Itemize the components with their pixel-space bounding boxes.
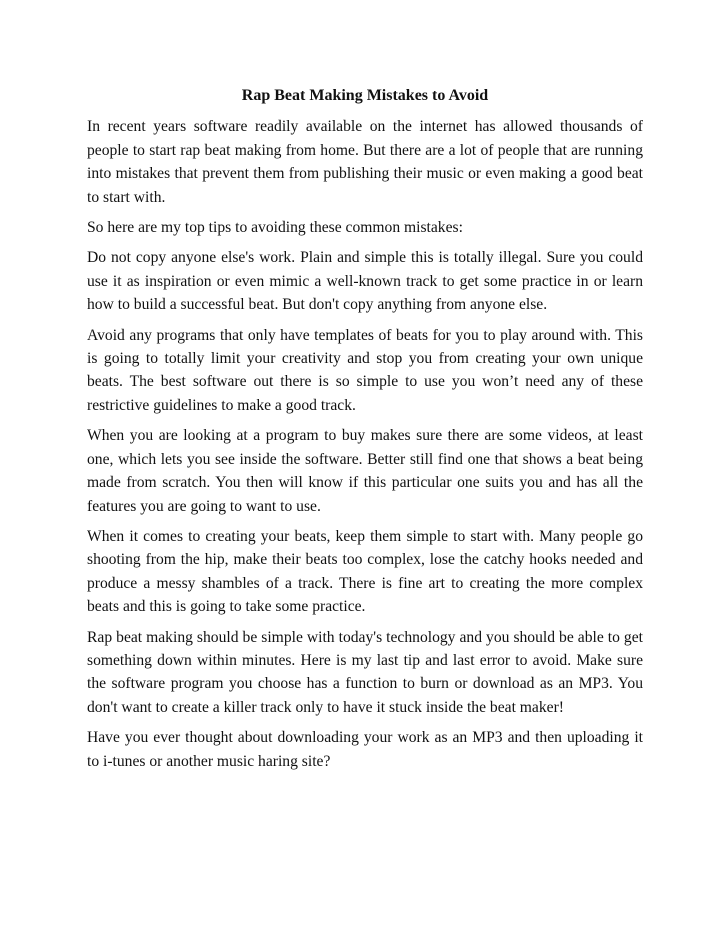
paragraph-intro: In recent years software readily available on the internet has allowed thousands of people to start rap beat making from home. But there are a lot of people that are running into mistakes that prevent them from publishing their music or even making a good beat to start with.	[87, 118, 643, 206]
document-body	[87, 84, 643, 780]
paragraph-tip-videos: When you are looking at a program to buy makes sure there are some videos, at least one, which lets you see inside the software. Better still find one that shows a beat being made from scratch. You then will know if this particular one suits you and has all the features you are going to want to use.	[87, 427, 643, 515]
paragraph-tip-copying: Do not copy anyone else's work. Plain and simple this is totally illegal. Sure you could use it as inspiration or even mimic a well-known track to get some practice in or learn how to build a successful beat. But don't copy anything from anyone else.	[87, 249, 643, 314]
paragraph-tip-simplicity: When it comes to creating your beats, keep them simple to start with. Many people go shooting from the hip, make their beats too complex, lose the catchy hooks needed and produce a messy shambles of a track. There is fine art to creating the more complex beats and this is going to take some practice.	[87, 527, 643, 616]
paragraph-closing-question: Have you ever thought about downloading your work as an MP3 and then uploading it to i-tunes or another music haring site?	[87, 729, 643, 770]
paragraph-tip-templates: Avoid any programs that only have templates of beats for you to play around with. This is going to totally limit your creativity and stop you from creating your own unique beats. The best software out there is so simple to use you won’t need any of these restrictive guidelines to make a good track.	[87, 326, 643, 414]
document-title: Rap Beat Making Mistakes to Avoid	[241, 87, 489, 104]
paragraph-tips-lead: So here are my top tips to avoiding these common mistakes:	[87, 219, 463, 237]
paragraph-tip-mp3: Rap beat making should be simple with today's technology and you should be able to get something down within minutes. Here is my last tip and last error to avoid. Make sure the software program you choose has a function to burn or download as an MP3. You don't want to create a killer track only to have it stuck inside the beat maker!	[87, 628, 643, 716]
